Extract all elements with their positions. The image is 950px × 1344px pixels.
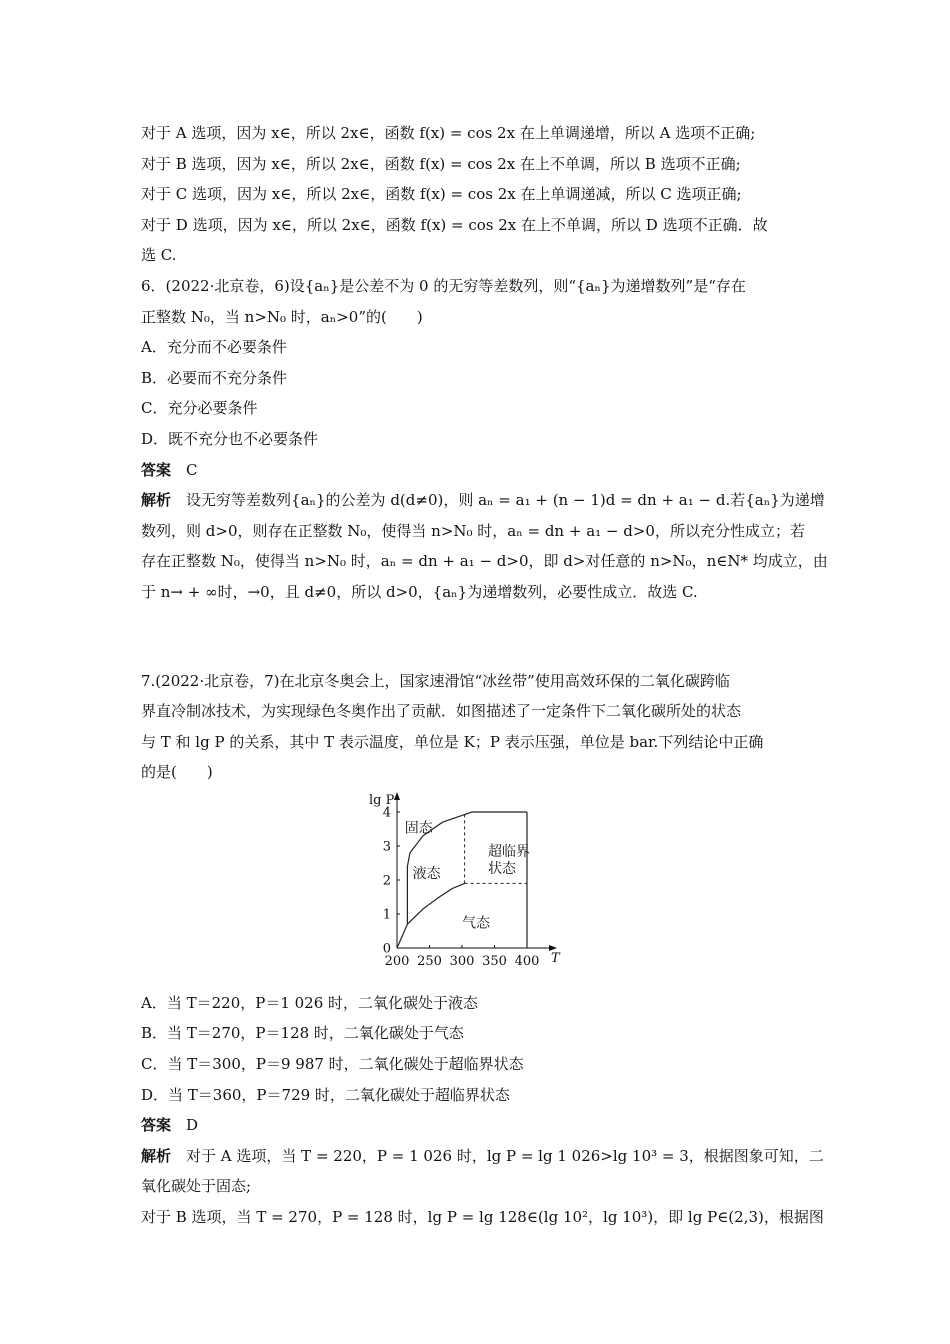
q6-answer — [141, 455, 811, 486]
co2-phase-diagram — [367, 790, 587, 986]
q6-analysis-line-3: 存在正整数 N₀，使得当 n>N₀ 时，aₙ = dn + a₁ − d>0，即 d>对任意的 n>N₀，n∈N* 均成立，由 — [141, 552, 828, 571]
region-label: 状态 — [488, 860, 516, 877]
region-label: 气态 — [462, 915, 490, 932]
q6-stem-line-2: 正整数 N₀，当 n>N₀ 时，aₙ>0”的( ) — [141, 307, 423, 326]
q5-analysis-line-2: 对于 B 选项，因为 x∈，所以 2x∈，函数 f(x) = cos 2x 在上不单调，所以 B 选项不正确; — [141, 154, 741, 173]
x-tick-label: 300 — [449, 953, 475, 969]
y-axis-arrow — [394, 792, 400, 800]
solid-gas-boundary-line — [397, 924, 407, 948]
q7-analysis-line-3: 对于 B 选项，当 T = 270，P = 128 时，lg P = lg 128∈(lg 10²，lg 10³)，即 lg P∈(2,3)，根据图 — [141, 1208, 824, 1227]
y-tick-label: 0 — [382, 941, 391, 957]
region-label: 固态 — [404, 820, 433, 837]
q5-analysis-line-5: 选 C. — [141, 246, 177, 265]
y-tick-label: 3 — [382, 839, 391, 855]
upper-boundary-line — [462, 812, 527, 815]
q7-stem-line-2: 界直冷制冰技术，为实现绿色冬奥作出了贡献．如图描述了一定条件下二氧化碳所处的状态 — [141, 702, 742, 721]
x-tick-label: 250 — [417, 953, 442, 969]
q6-option-a: A．充分而不必要条件 — [141, 338, 287, 357]
analysis-text: 对于 A 选项，当 T = 220，P = 1 026 时，lg P = lg 1 026>lg 10³ = 3，根据图象可知，二 — [186, 1146, 824, 1165]
q7-stem-line-4: 的是( ) — [141, 763, 213, 782]
x-axis-label: T — [551, 950, 560, 966]
q6-option-d: D．既不充分也不必要条件 — [141, 429, 319, 448]
q5-analysis-line-4: 对于 D 选项，因为 x∈，所以 2x∈，函数 f(x) = cos 2x 在上不单调，所以 D 选项不正确．故 — [141, 215, 768, 234]
q6-analysis-line-2: 数列，则 d>0，则存在正整数 N₀，使得当 n>N₀ 时，aₙ = dn + a₁ − d>0，所以充分性成立；若 — [141, 521, 805, 540]
analysis-label: 解析 — [141, 491, 172, 510]
q5-analysis-line-3: 对于 C 选项，因为 x∈，所以 2x∈，函数 f(x) = cos 2x 在上单调递减，所以 C 选项正确; — [141, 185, 742, 204]
q7-stem-line-1: 7.(2022·北京卷，7)在北京冬奥会上，国家速滑馆“冰丝带”使用高效环保的二氧化碳跨临 — [141, 671, 730, 690]
q6-analysis-line-1 — [141, 485, 825, 516]
q7-analysis-line-1 — [141, 1141, 824, 1172]
answer-value: C — [186, 460, 198, 479]
y-tick-label: 1 — [382, 907, 391, 923]
x-tick-label: 400 — [514, 953, 540, 969]
q7-stem-line-3: 与 T 和 lg P 的关系，其中 T 表示温度，单位是 K；P 表示压强，单位是 bar.下列结论中正确 — [141, 732, 764, 751]
q6-option-b: B．必要而不充分条件 — [141, 368, 288, 387]
q7-option-a: A．当 T＝220，P＝1 026 时，二氧化碳处于液态 — [141, 993, 479, 1012]
answer-value: D — [186, 1116, 199, 1135]
q6-analysis-line-4: 于 n→ + ∞时，→0，且 d≠0，所以 d>0，{aₙ}为递增数列，必要性成立．故选 C. — [141, 582, 698, 601]
page-content — [141, 118, 828, 1233]
phase-diagram-figure — [141, 790, 811, 986]
region-label: 液态 — [412, 866, 441, 883]
x-tick-label: 200 — [384, 953, 410, 969]
answer-label: 答案 — [141, 1116, 172, 1135]
y-tick-label: 4 — [382, 805, 391, 821]
y-tick-label: 2 — [382, 873, 391, 889]
region-label: 超临界 — [488, 843, 530, 860]
q7-option-d: D．当 T＝360，P＝729 时，二氧化碳处于超临界状态 — [141, 1085, 510, 1104]
x-tick-label: 350 — [482, 953, 507, 969]
q5-analysis-line-1: 对于 A 选项，因为 x∈，所以 2x∈，函数 f(x) = cos 2x 在上单调递增，所以 A 选项不正确; — [141, 124, 756, 142]
q7-analysis-line-2: 氧化碳处于固态; — [141, 1177, 252, 1196]
analysis-text: 设无穷等差数列{aₙ}的公差为 d(d≠0)，则 aₙ = a₁ + (n − 1)d = dn + a₁ − d.若{aₙ}为递增 — [186, 491, 825, 510]
q7-option-b: B．当 T＝270，P＝128 时，二氧化碳处于气态 — [141, 1024, 464, 1043]
answer-label: 答案 — [141, 460, 172, 479]
q6-option-c: C．充分必要条件 — [141, 399, 258, 418]
q7-option-c: C．当 T＝300，P＝9 987 时，二氧化碳处于超临界状态 — [141, 1055, 524, 1074]
analysis-label: 解析 — [141, 1146, 172, 1165]
q7-answer — [141, 1110, 811, 1141]
q6-stem-line-1: 6．(2022·北京卷，6)设{aₙ}是公差不为 0 的无穷等差数列，则“{aₙ}为递增数列”是“存在 — [141, 276, 746, 295]
y-axis-label: lg P — [369, 792, 395, 808]
liquid-gas-boundary-line — [407, 883, 464, 924]
